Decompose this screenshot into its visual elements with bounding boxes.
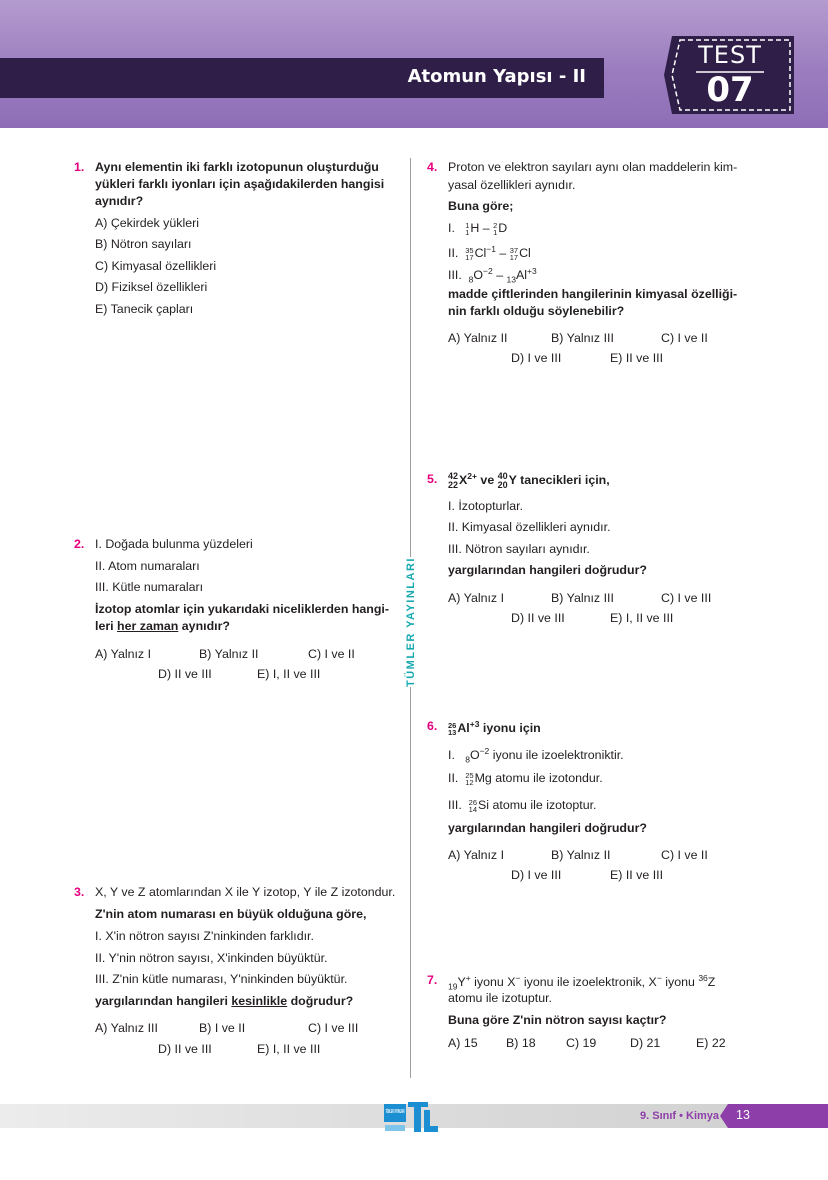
question-number: 3.	[74, 885, 85, 899]
roman-item: I. İzotopturlar.	[448, 499, 524, 513]
question-stem: Aynı elementin iki farklı izotopunun oluşturduğu	[95, 160, 379, 174]
answer-option[interactable]: B) Yalnız III	[551, 591, 614, 605]
class-subject-label: 9. Sınıf • Kimya	[640, 1110, 720, 1122]
roman-item: III. Kütle numaraları	[95, 580, 204, 594]
answer-option[interactable]: C) I ve II	[661, 848, 708, 862]
answer-option[interactable]: C) Kimyasal özellikleri	[95, 259, 217, 273]
answer-option[interactable]: A) Çekirdek yükleri	[95, 216, 199, 230]
answer-option[interactable]: D) 21	[630, 1036, 661, 1050]
answer-option[interactable]: A) Yalnız I	[448, 591, 505, 605]
question-stem: leri her zaman aynıdır?	[95, 619, 230, 633]
question-intro: $_{19}$Y+ iyonu X− iyonu ile izoelektronik, X− iyonu $^{36}$Z	[448, 973, 716, 992]
answer-option[interactable]: D) I ve III	[511, 868, 562, 882]
answer-option[interactable]: D) II ve III	[158, 1042, 212, 1056]
question-number: 2.	[74, 537, 85, 551]
question-stem: yargılarından hangileri kesinlikle doğrudur?	[95, 994, 354, 1008]
svg-text:TÜMLER YAYINLARI: TÜMLER YAYINLARI	[385, 1109, 434, 1115]
question-stem: yargılarından hangileri doğrudur?	[448, 821, 647, 835]
answer-option[interactable]: E) I, II ve III	[257, 667, 321, 681]
answer-option[interactable]: D) I ve III	[511, 351, 562, 365]
publisher-logo	[384, 1098, 440, 1134]
answer-option[interactable]: B) Nötron sayıları	[95, 237, 192, 251]
answer-option[interactable]: C) 19	[566, 1036, 597, 1050]
answer-option[interactable]: A) Yalnız II	[448, 331, 508, 345]
question-stem: İzotop atomlar için yukarıdaki niceliklerden hangi-	[95, 602, 390, 616]
question-stem: Buna göre Z'nin nötron sayısı kaçtır?	[448, 1013, 667, 1027]
answer-option[interactable]: E) II ve III	[610, 351, 664, 365]
question-stem: Buna göre;	[448, 199, 514, 213]
answer-option[interactable]: A) Yalnız I	[95, 647, 152, 661]
question-number: 6.	[427, 719, 438, 733]
roman-item: II. 35 $17Cl^{-1} - 37$ 17Cl	[448, 244, 531, 262]
roman-item: II. 25 12Mg atomu ile izotondur.	[448, 770, 603, 787]
question-stem: 42 $22X^{2+}$ ve 40 20Y tanecikleri için,	[448, 470, 610, 490]
answer-option[interactable]: B) 18	[506, 1036, 536, 1050]
answer-option[interactable]: A) 15	[448, 1036, 478, 1050]
page-title: Atomun Yapısı - II	[407, 66, 586, 87]
roman-item: III. $_8O^{-2} - _{13}Al^{+3}$	[448, 266, 537, 285]
answer-option[interactable]: B) Yalnız II	[199, 647, 259, 661]
answer-option[interactable]: A) Yalnız III	[95, 1021, 158, 1035]
question-stem: Z'nin atom numarası en büyük olduğuna göre,	[95, 907, 367, 921]
answer-option[interactable]: D) II ve III	[158, 667, 212, 681]
question-intro: atomu ile izotuptur.	[448, 991, 553, 1005]
question-number: 5.	[427, 472, 438, 486]
answer-option[interactable]: C) I ve III	[308, 1021, 359, 1035]
answer-option[interactable]: E) Tanecik çapları	[95, 302, 194, 316]
question-number: 4.	[427, 160, 438, 174]
roman-item: I. Doğada bulunma yüzdeleri	[95, 537, 253, 551]
page-number: 13	[736, 1108, 750, 1122]
question-stem: aynıdır?	[95, 194, 144, 208]
question-intro: Proton ve elektron sayıları aynı olan maddelerin kim-	[448, 160, 738, 174]
question-number: 7.	[427, 973, 438, 987]
roman-item: II. Atom numaraları	[95, 559, 200, 573]
title-banner	[0, 58, 604, 98]
answer-option[interactable]: E) I, II ve III	[257, 1042, 321, 1056]
answer-option[interactable]: D) Fiziksel özellikleri	[95, 280, 208, 294]
answer-option[interactable]: E) I, II ve III	[610, 611, 674, 625]
roman-item: III. Z'nin kütle numarası, Y'ninkinden büyüktür.	[95, 972, 348, 986]
roman-item: II. Y'nin nötron sayısı, X'inkinden büyüktür.	[95, 951, 328, 965]
answer-option[interactable]: B) I ve II	[199, 1021, 246, 1035]
roman-item: III. Nötron sayıları aynıdır.	[448, 542, 590, 556]
question-stem: 26 $13Al^{+3}$ iyonu için	[448, 719, 541, 737]
answer-option[interactable]: E) II ve III	[610, 868, 664, 882]
roman-item: I. X'in nötron sayısı Z'ninkinden farklıdır.	[95, 929, 314, 943]
question-number: 1.	[74, 160, 85, 174]
question-stem: madde çiftlerinden hangilerinin kimyasal özelliği-	[448, 287, 738, 301]
publisher-side-label: TÜMLER YAYINLARI	[402, 557, 420, 687]
roman-item: I. $_8O^{-2}$ iyonu ile izoelektroniktir.	[448, 746, 624, 765]
roman-item: I. 1 1H – 2 1D	[448, 220, 508, 237]
roman-item: III. 26 14Si atomu ile izotoptur.	[448, 797, 597, 814]
question-stem: nin farklı olduğu söylenebilir?	[448, 304, 625, 318]
test-number: 07	[706, 70, 754, 110]
answer-option[interactable]: D) II ve III	[511, 611, 565, 625]
answer-option[interactable]: C) I ve II	[308, 647, 355, 661]
question-intro: X, Y ve Z atomlarından X ile Y izotop, Y ile Z izotondur.	[95, 885, 396, 899]
answer-option[interactable]: E) 22	[696, 1036, 726, 1050]
answer-option[interactable]: C) I ve II	[661, 331, 708, 345]
answer-option[interactable]: A) Yalnız I	[448, 848, 505, 862]
question-stem: yargılarından hangileri doğrudur?	[448, 563, 647, 577]
question-intro: yasal özellikleri aynıdır.	[448, 178, 576, 192]
roman-item: II. Kimyasal özellikleri aynıdır.	[448, 520, 611, 534]
answer-option[interactable]: B) Yalnız II	[551, 848, 611, 862]
test-label: TEST	[698, 41, 762, 69]
answer-option[interactable]: C) I ve III	[661, 591, 712, 605]
question-stem: yükleri farklı iyonları için aşağıdakilerden hangisi	[95, 177, 385, 191]
answer-option[interactable]: B) Yalnız III	[551, 331, 614, 345]
